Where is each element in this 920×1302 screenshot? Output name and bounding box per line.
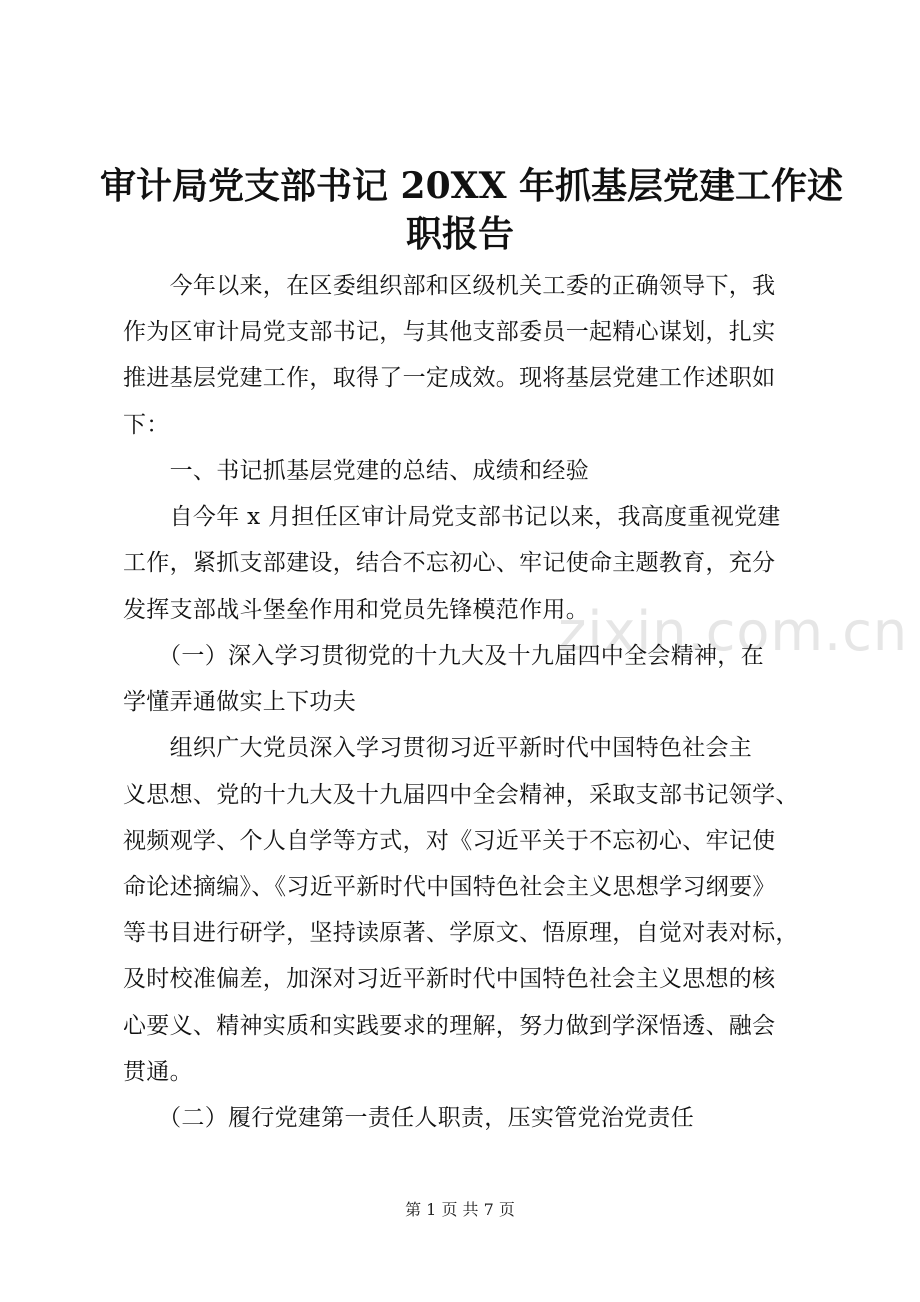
body-line: 义思想、党的十九大及十九届四中全会精神，采取支部书记领学、	[123, 782, 799, 808]
body-line: 今年以来，在区委组织部和区级机关工委的正确领导下，我	[123, 273, 776, 299]
body-line: 命论述摘编》、《习近平新时代中国特色社会主义思想学习纲要》	[123, 874, 776, 900]
body-line: 自今年 x 月担任区审计局党支部书记以来，我高度重视党建	[123, 504, 781, 530]
body-line: 发挥支部战斗堡垒作用和党员先锋模范作用。	[123, 597, 589, 623]
section-heading: 一、书记抓基层党建的总结、成绩和经验	[123, 458, 589, 484]
body-line: 工作，紧抓支部建设，结合不忘初心、牢记使命主题教育，充分	[123, 550, 776, 576]
page-footer: 第 1 页 共 7 页	[405, 1200, 515, 1219]
subsection-heading-cont: 学懂弄通做实上下功夫	[123, 689, 356, 715]
body-line: 及时校准偏差，加深对习近平新时代中国特色社会主义思想的核	[123, 966, 776, 992]
document-title-line-1: 审计局党支部书记 20XX 年抓基层党建工作述	[100, 165, 844, 207]
body-line: 下：	[123, 412, 170, 438]
body-line: 心要义、精神实质和实践要求的理解，努力做到学深悟透、融会	[123, 1013, 776, 1039]
body-line: 等书目进行研学，坚持读原著、学原文、悟原理，自觉对表对标，	[123, 920, 799, 946]
body-line: 视频观学、个人自学等方式，对《习近平关于不忘初心、牢记使	[123, 828, 776, 854]
body-line: 组织广大党员深入学习贯彻习近平新时代中国特色社会主	[123, 735, 753, 761]
body-line: 作为区审计局党支部书记，与其他支部委员一起精心谋划，扎实	[123, 319, 776, 345]
body-line: 贯通。	[123, 1059, 193, 1085]
body-line: 推进基层党建工作，取得了一定成效。现将基层党建工作述职如	[123, 365, 776, 391]
document-title-line-2: 职报告	[405, 213, 514, 255]
subsection-heading: （一）深入学习贯彻党的十九大及十九届四中全会精神，在	[123, 643, 764, 669]
watermark: zixin.com.cn	[558, 600, 909, 663]
subsection-heading: （二）履行党建第一责任人职责，压实管党治党责任	[123, 1105, 694, 1131]
